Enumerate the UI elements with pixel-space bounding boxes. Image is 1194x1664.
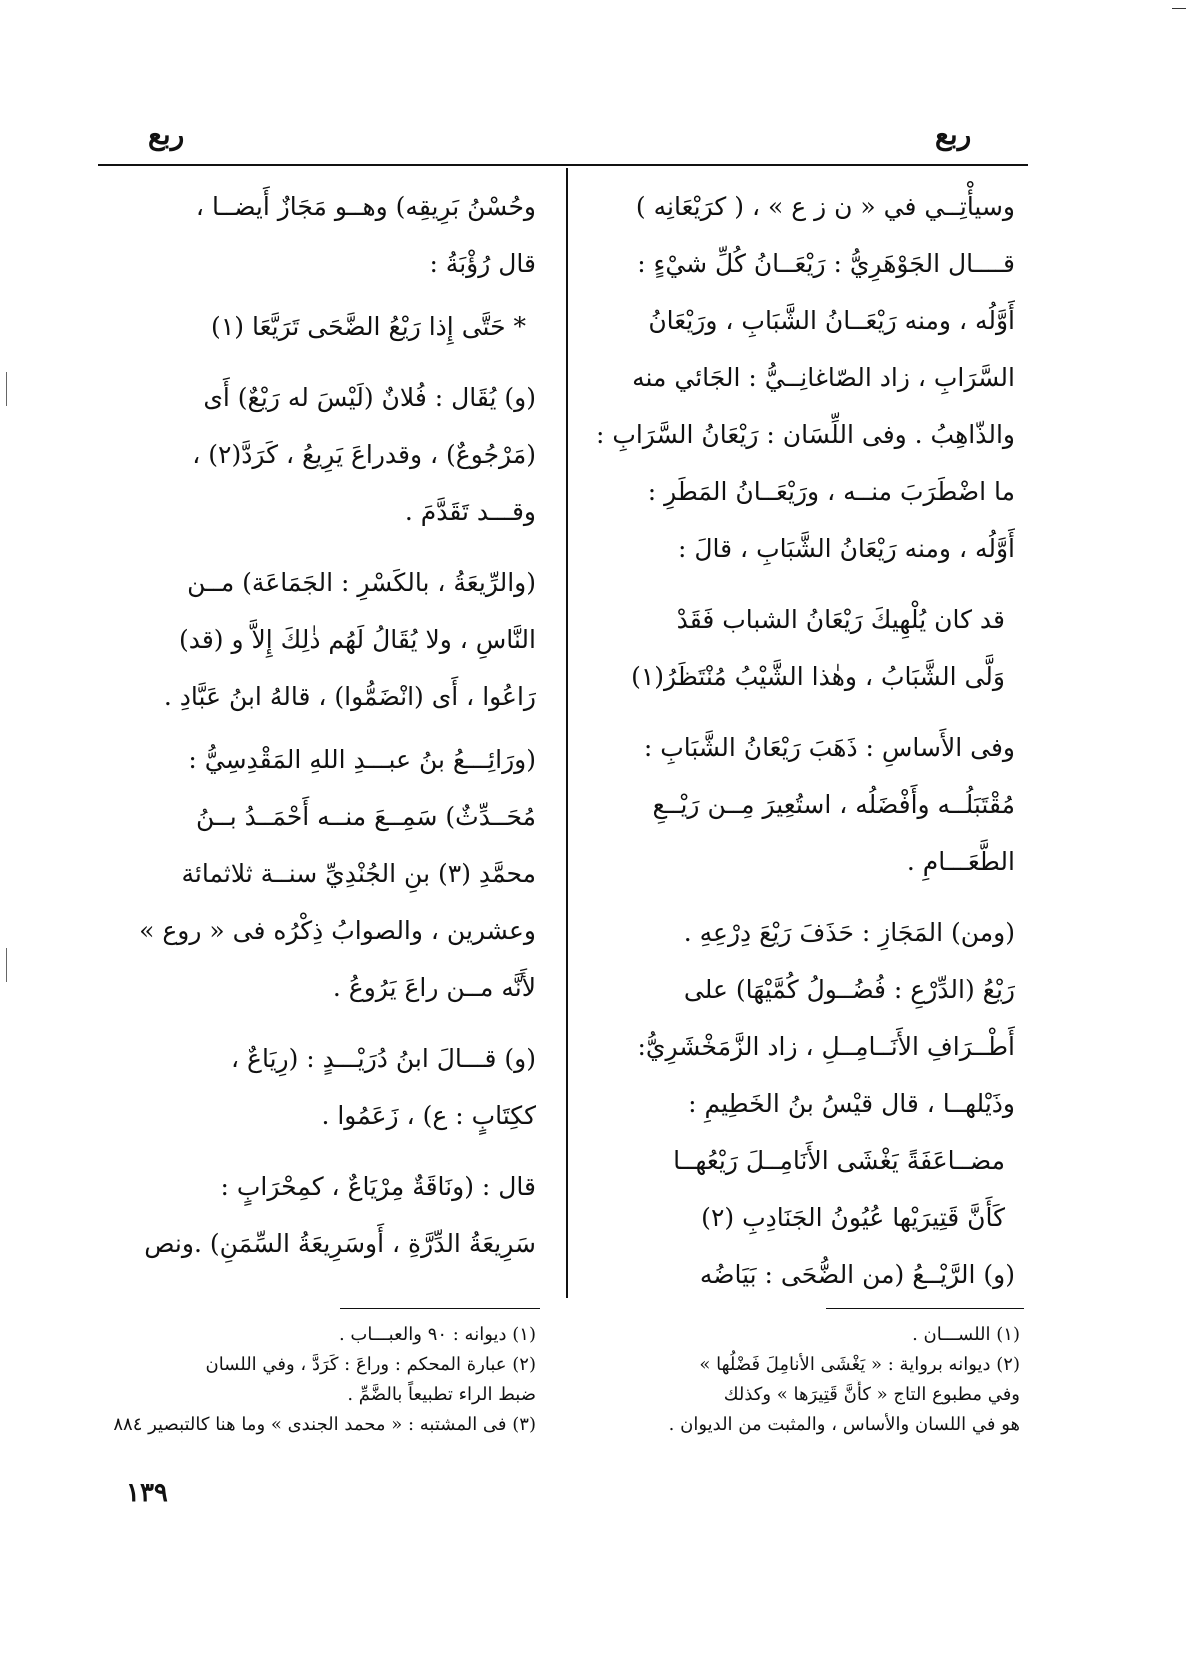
- text-line: ككِتَابٍ : ع) ، زَعَمُوا .: [321, 1101, 536, 1130]
- verse-line: كَأَنَّ قَتِيرَيْها عُيُونُ الجَنَادِبِ (٢): [701, 1203, 1005, 1232]
- left-column: [96, 178, 536, 1272]
- header-rule: [98, 164, 1028, 166]
- footnote: وفي مطبوع التاج « كأَنَّ قَتِيرَها » وكذلك: [723, 1384, 1020, 1405]
- footnote: ضبط الراء تطبيعاً بالضَّمِّ .: [347, 1384, 536, 1405]
- text-line: ما اضْطَرَبَ منــه ، ورَيْعَــانُ المَطَرِ :: [647, 477, 1015, 506]
- footnote-rule-right: [826, 1308, 1024, 1309]
- footnotes-left: [96, 1320, 536, 1440]
- text-line: أَوَّلُه ، ومنه رَيْعَــانُ الشَّبَابِ ، ورَيْعَانُ: [648, 306, 1015, 335]
- page-number: ١٣٩: [126, 1478, 168, 1508]
- verse-line: * حَتَّى إِذا رَيْعُ الضَّحَى تَرَيَّعَا (١): [211, 312, 526, 341]
- text-line: محمَّدِ (٣) بنِ الجُنْدِيِّ سنــة ثلاثمائة: [181, 859, 536, 888]
- footnote: (٢) ديوانه برواية : « يَغْشَى الأنامِلَ فَضْلُها »: [699, 1354, 1020, 1375]
- text-line: لأَنَّه مــن راعَ يَرُوعُ .: [332, 973, 536, 1002]
- text-line: قال : (ونَاقَةٌ مِرْيَاعٌ ، كمِحْرَابٍ :: [220, 1172, 536, 1201]
- text-line: رَاعُوا ، أَى (انْضَمُّوا) ، قالهُ ابنُ عَبَّادِ .: [163, 682, 536, 711]
- footnote: (٢) عبارة المحكم : وراعَ : كَرَدَّ ، وفي اللسان: [205, 1354, 536, 1375]
- text-line: سَرِيعَةُ الدِّرَّةِ ، أَوسَرِيعَةُ السِّمَنِ) .ونص: [144, 1229, 536, 1258]
- text-line: (و) قـــالَ ابنُ دُرَيْـــدٍ : (رِيَاعٌ ،: [231, 1044, 536, 1073]
- right-column: [575, 178, 1015, 1303]
- running-header-left: ربع: [148, 118, 185, 151]
- text-line: (و) الرَّيْــعُ (من الضُّحَى : بَيَاضُه: [699, 1260, 1015, 1289]
- scan-edge-mark: [6, 948, 7, 982]
- column-divider: [566, 168, 568, 1298]
- text-line: وعشرين ، والصوابُ ذِكْرُه فى « روع »: [139, 916, 536, 945]
- footnote: هو في اللسان والأساس ، والمثبت من الديوان .: [668, 1414, 1020, 1435]
- text-line: والذّاهِبُ . وفى اللِّسَان : رَيْعَانُ السَّرَابِ :: [595, 420, 1015, 449]
- text-line: السَّرَابِ ، زاد الصّاغانِــيُّ : الجَائي منه: [632, 363, 1015, 392]
- footnote: (١) اللســـان .: [912, 1324, 1020, 1345]
- text-line: الطَّعَـــامِ .: [906, 847, 1015, 876]
- verse-line: مضــاعَفَةً يَغْشَى الأَنَامِــلَ رَيْعُهــا: [673, 1146, 1005, 1175]
- text-line: أَوَّلُه ، ومنه رَيْعَانُ الشَّبَابِ ، قالَ :: [678, 534, 1015, 563]
- text-line: النَّاسِ ، ولا يُقَالُ لَهُم ذٰلِكَ إِلاَّ و (قد): [178, 625, 536, 654]
- text-line: وسيأْتِــي في « ن ز ع » ، ( كرَيْعَانِه ): [635, 192, 1015, 221]
- text-line: قــــال الجَوْهَرِيُّ : رَيْعَــانُ كُلِّ شيْءٍ :: [637, 249, 1015, 278]
- text-line: رَيْعُ (الدِّرْعِ : فُضُــولُ كُمَّيْهَا) على: [683, 975, 1015, 1004]
- verse-line: قد كان يُلْهِيكَ رَيْعَانُ الشباب فَقَدْ: [676, 605, 1005, 634]
- scan-edge-mark: [6, 372, 7, 406]
- text-line: أَطْــرَافِ الأَنَــامِــلِ ، زاد الزَّمَخْشَرِيُّ:: [637, 1032, 1015, 1061]
- corner-mark: [1172, 8, 1186, 9]
- footnote-rule-left: [340, 1308, 540, 1309]
- text-line: قال رُؤْبَةُ :: [429, 249, 536, 278]
- text-line: (مَرْجُوعٌ) ، وقدراعَ يَرِيعُ ، كَرَدَّ(٢) ،: [192, 440, 536, 469]
- text-line: مُحَــدِّثٌ) سَمِــعَ منــه أَحْمَــدُ بــنُ: [196, 802, 536, 831]
- text-line: وذَيْلهــا ، قال قيْسُ بنُ الخَطِيمِ :: [688, 1089, 1015, 1118]
- text-line: (ورَائِـــعُ بنُ عبـــدِ اللهِ المَقْدِسِيُّ :: [188, 745, 536, 774]
- verse-line: وَلَّى الشَّبَابُ ، وهٰذا الشَّيْبُ مُنْتَظَرُ(١): [631, 662, 1005, 691]
- text-line: مُقْتَبَلُــه وأَفْضَلُه ، استُعِيرَ مِــن رَيْــعِ: [652, 790, 1015, 819]
- text-line: (والرِّيعَةُ ، بالكَسْرِ : الجَمَاعَة) مــن: [187, 568, 536, 597]
- running-header-right: ربع: [935, 118, 972, 151]
- footnote: (٣) فى المشتبه : « محمد الجندى » وما هنا كالتبصير ٨٨٤: [113, 1414, 536, 1435]
- text-line: وفى الأَساسِ : ذَهَبَ رَيْعَانُ الشَّبَابِ :: [643, 733, 1015, 762]
- text-line: وقـــد تَقَدَّمَ .: [404, 497, 536, 526]
- text-line: (و) يُقَال : فُلانٌ (لَيْسَ له رَيْعٌ) أَى: [203, 383, 536, 412]
- footnote: (١) ديوانه : ٩٠ والعبـــاب .: [338, 1324, 536, 1345]
- text-line: (ومن) المَجَازِ : حَذَفَ رَيْعَ دِرْعِهِ .: [683, 918, 1015, 947]
- text-line: وحُسْنُ بَرِيقِه) وهــو مَجَازٌ أَيضــا ،: [195, 192, 536, 221]
- footnotes-right: [590, 1320, 1020, 1440]
